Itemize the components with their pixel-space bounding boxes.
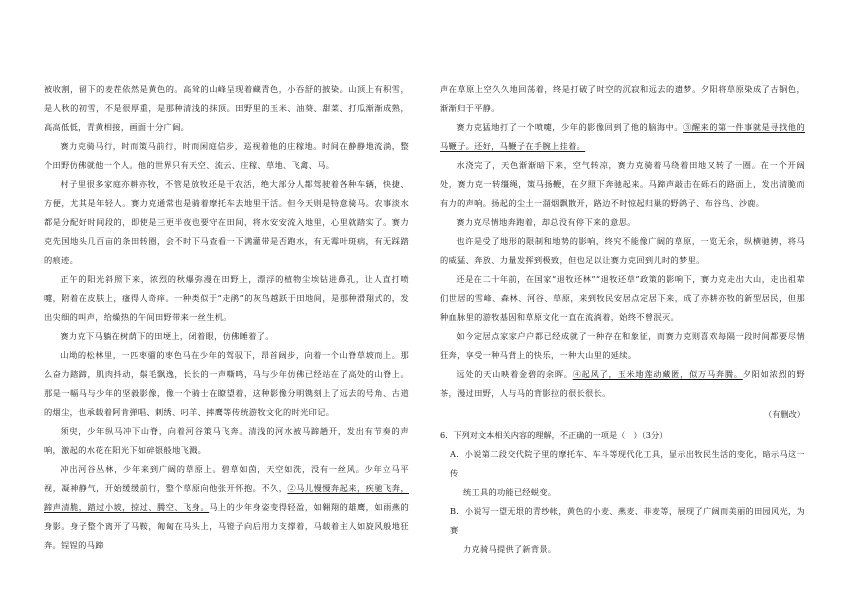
paragraph [44,460,409,555]
paragraph: 如今定居点家家户户都已经成就了一种存在和象征，而赛力克则喜欢每隔一段时间都要尽情狂奔，享受一种马背上的快乐，一种大山里的延续。 [440,331,805,360]
paragraph: 还是在二十年前，在国家“退牧还林”“退牧还草”政策的影响下，赛力克走出大山，走出祖辈们世居的雪峰、森林、河谷、草原，来到牧民安居点定居下来，成了亦耕亦牧的新型居民，但那种血脉里的游牧基因和草原文化一直在流淌着，始终不曾泯灭。 [440,274,805,322]
paragraph: 正午的阳光斜照下来，浓烈的秋爆弥漫在田野上，漂浮的植物尘埃钻进鼻孔，让人直打喷嚏，附着在皮肤上，瘙得人奇痒。一种类似于“走鹃”的灰鸟越跃于田地间，是那种滑翔式的，发出尖细的叫声，给燥热的午间田野带来一丝生机。 [44,274,409,322]
paragraph: 山坳的松林里，一匹枣骝的枣色马在少年的驾驭下，昂首阔步，向着一个山脊草坡而上。那么奋力踏蹄，肌肉抖动，鬃毛飘逸，长长的一声嘶鸣，马与少年仿佛已经站在了高处的山脊上。那是一幅马与少年的坚毅影像，像一个骑士在瞭望着，这种影像分明镌刻上了远去的号角、古道的烟尘，也承载着阿肯弹唱、刺绣、叼羊、摔鹰等传统游牧文化的时光印记。 [44,350,409,417]
source-note: （有删改） [764,409,805,419]
option-b-continued [440,540,805,559]
option-b [440,502,805,540]
text-run: 赛力克猛地打了一个喷嚏，少年的影像回到了他的脑海中。 [456,122,684,132]
paragraph: 村子里很多家庭亦耕亦牧，不管是放牧还是干农活，绝大部分人都驾驶着各种车辆，快捷、方便，尤其是年轻人。赛力克通常也是骑着摩托车去地里干活。但今天则是特意骑马。农事淡水都是分配好时间段的，即使是三更半夜也要守在田间，将水安安流入地里，心里就踏实了。赛力克先国地头几百亩的条田转圈，会不时下马查看一下满灌带是否跑水，有无霉叶斑病，有无踩踏的痕迹。 [44,179,409,265]
underlined-sentence-2: ②马儿慢慢奔起来，疾驰飞奔，蹄声清脆，踏过小坡，掠过、腾空、飞身。 [44,483,409,512]
paragraph: 被收割，留下的麦茬依然是黄色的。高耸的山峰呈现着藏青色，小吞舒的披染。山顶上有积雪，是人秋的初雪，不是很厚重，是那种清浅的抹顶。田野里的玉米、油葵、甜菜、打瓜渐渐成熟，高高低低，青黄相接，画面十分广阔。 [44,84,409,132]
paragraph: 水浇完了，天色渐渐暗下来，空气转凉，赛力克骑着马绕着田地又转了一圈。在一个开阔处，赛力克一转缰绳，策马扬鞭，在夕照下奔驰起来。马蹄声敲击在砾石的路面上，发出清脆而有力的声响。扬起的尘土一溜烟飘散开，路边不时惊起归巢的野鸽子、布谷鸟、沙鹿。 [440,160,805,208]
option-a-line-2: 统工具的功能已经蜕变。 [463,487,557,497]
text-run: 夕阳如浓烈的野茶，漫过田野，人与马的背影拉的很长很长。 [440,369,805,398]
left-column [44,80,409,555]
paragraph: 赛力克尽情地奔跑着，却总没有停下来的意思。 [456,217,636,227]
paragraph: 赛力克骑马行，时而策马前行，时而闲庭信步，巡视着他的庄稼地。时间在静静地流淌，整个田野仿佛就他一个人。他的世界只有天空、流云、庄稼、草地、飞禽、马。 [44,141,409,170]
option-a-continued [440,483,805,502]
underlined-sentence-3: ③醒来的第一件事就是寻找他的马鞭子。还好，马鞭子在手腕上挂着。 [440,122,805,151]
text-run: 远处的天山映着金碧的余晖。 [456,369,573,379]
text-run: 冲出河谷丛林，少年来到广阔的草原上。碧草如茵，天空如洗，没有一丝风。少年立马平视，凝神静气，开始缓缓前行，整个草原向他张开怀抱。不久， [44,464,409,493]
paragraph: 赛力克下马躺在树荫下的田埂上，闭着眼，仿佛睡着了。 [60,331,274,341]
paragraph [440,365,805,403]
text-run: 马上的少年身姿变得轻盈，如翱翔的雄鹰，如雨燕的身影。身子整个离开了马鞍，匍匐在马头上，马镫子向后用力支撑着，马载着主人如旋风般地狂奔。锃锃的马蹄 [44,502,409,550]
paragraph [440,118,805,156]
question-6: 6．下列对文本相关内容的理解，不正确的一项是（ ）（3分） [440,430,668,440]
paragraph: 声在草原上空久久地回荡着，终是打破了时空的沉寂和远去的遗梦。夕阳将草原染成了古铜色，渐渐归于平静。 [440,84,805,113]
option-a-line-1: A．小说第二段交代院子里的摩托车、车斗等现代化工具，显示出牧民生活的变化，暗示马这一传 [450,449,805,478]
option-b-line-2: 力克骑马提供了新背景。 [463,544,557,554]
paragraph: 也许是受了地形的限制和地势的影响，终究不能像广阔的草原，一览无余，纵横驰骋，将马的威猛、奔放、力量发挥到极致，但也足以让赛力克回到儿时的梦里。 [440,236,805,265]
underlined-sentence-4: ④起风了，玉米地莲动藏匿，似万马奔腾。 [572,369,743,379]
right-column [440,80,805,559]
option-b-line-1: B．小说写一望无垠的青纱帐，黄色的小麦、燕麦、菲麦等，展现了广阔而美丽的田园风光，为赛 [450,506,805,535]
paragraph: 须臾，少年纵马冲下山脊，向着河谷策马飞奔。清浅的河水被马蹄趟开，发出有节奏的声响，激起的水花在阳光下如碎银般地飞溅。 [44,426,409,455]
option-a [440,445,805,483]
